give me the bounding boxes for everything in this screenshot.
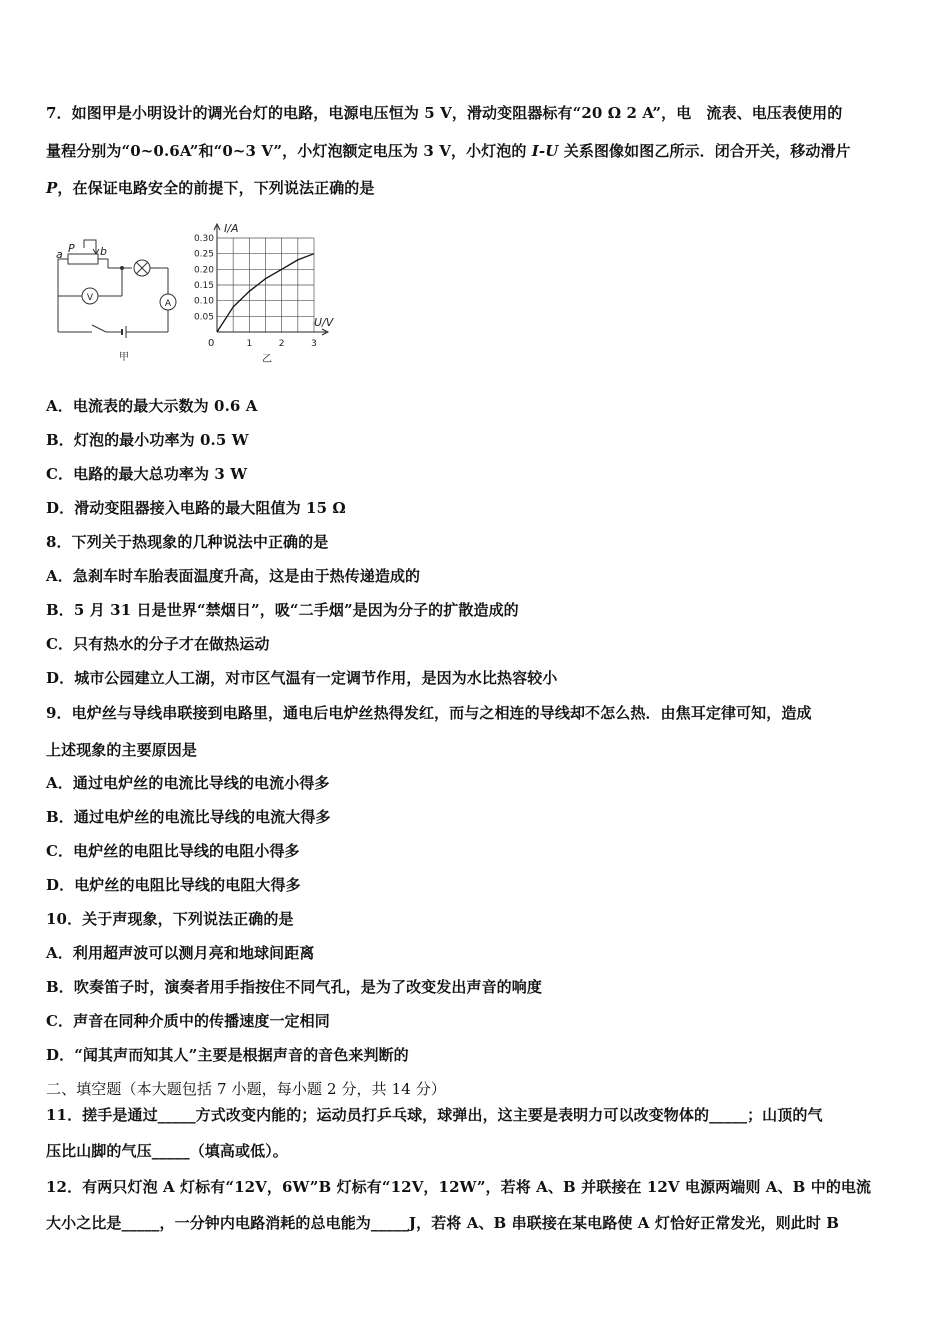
q7-stem-line-3 [46,177,375,198]
q9-option-b: B．通过电炉丝的电流比导线的电流大得多 [46,808,331,826]
voltmeter-label: V [86,293,94,303]
q11-line-2: 压比山脚的气压_____（填高或低）。 [46,1142,288,1160]
q7-figure [52,210,352,370]
y-tick-label: 0.10 [193,296,214,307]
graph-caption: 乙 [262,354,272,365]
circuit-caption: 甲 [119,352,129,363]
q7-option-c: C．电路的最大总功率为 3 W [46,465,248,483]
q9-option-c: C．电炉丝的电阻比导线的电阻小得多 [46,842,300,860]
y-tick-label: 0.20 [193,265,214,276]
q8-option-d: D．城市公园建立人工湖，对市区气温有一定调节作用，是因为水比热容较小 [46,669,558,687]
label-a: a [56,248,63,261]
rheostat [68,254,98,264]
q9-stem-line-1: 9．电炉丝与导线串联接到电路里，通电后电炉丝热得发红，而与之相连的导线却不怎么热．由焦耳定律可知，造成 [46,704,812,722]
q12-line-1: 12．有两只灯泡 A 灯标有“12V，6W”B 灯标有“12V，12W”，若将 A、B 并联接在 12V 电源两端则 A、B 中的电流 [46,1178,872,1196]
q7-p-symbol: P [46,179,58,197]
graph-x-axis-label: U/V [314,316,334,329]
q8-option-b: B．5 月 31 日是世界“禁烟日”，吸“二手烟”是因为分子的扩散造成的 [46,601,519,619]
q8-option-a: A．急刹车时车胎表面温度升高，这是由于热传递造成的 [46,567,421,585]
x-tick-label: 2 [278,339,285,349]
q10-option-a: A．利用超声波可以测月亮和地球间距离 [46,944,315,962]
q9-option-d: D．电炉丝的电阻比导线的电阻大得多 [46,876,301,894]
q7-stem-line-2a: 量程分别为“0~0.6A”和“0~3 V”，小灯泡额定电压为 3 V，小灯泡的 [46,142,532,160]
q7-option-d: D．滑动变阻器接入电路的最大阻值为 15 Ω [46,499,346,517]
q7-iu-symbol: I-U [531,142,559,160]
q7-stem-line-2b: 关系图像如图乙所示．闭合开关，移动滑片 [558,142,851,160]
graph-y-axis-label: I/A [224,222,239,235]
q9-stem-line-2: 上述现象的主要原因是 [46,741,198,759]
junction-dot [121,267,124,270]
q12-line-2: 大小之比是_____，一分钟内电路消耗的总电能为_____J，若将 A、B 串联接在某电路使 A 灯恰好正常发光，则此时 B [46,1214,840,1232]
q9-option-a: A．通过电炉丝的电流比导线的电流小得多 [46,774,330,792]
q7-stem-line-3b: ，在保证电路安全的前提下，下列说法正确的是 [57,179,375,197]
q10-option-c: C．声音在同种介质中的传播速度一定相同 [46,1012,330,1030]
label-p: P [68,242,75,255]
q7-stem-line-2 [46,140,851,161]
switch-blade [92,325,106,332]
section-heading: 二、填空题（本大题包括 7 小题，每小题 2 分，共 14 分） [46,1080,446,1098]
q7-stem-line-1: 7．如图甲是小明设计的调光台灯的电路，电源电压恒为 5 V，滑动变阻器标有“20 Ω 2 A”，电 流表、电压表使用的 [46,104,843,122]
circuit-diagram [58,240,176,338]
y-tick-label: 0.15 [193,281,214,291]
q7-option-a: A．电流表的最大示数为 0.6 A [46,397,258,415]
q8-stem: 8．下列关于热现象的几种说法中正确的是 [46,533,329,551]
iu-graph [194,224,328,349]
q8-option-c: C．只有热水的分子才在做热运动 [46,635,270,653]
q11-line-1: 11．搓手是通过_____方式改变内能的；运动员打乒乓球，球弹出，这主要是表明力可以改变物体的_____；山顶的气 [46,1106,823,1124]
x-tick-label: 3 [311,339,317,349]
q10-stem: 10．关于声现象，下列说法正确的是 [46,910,294,928]
q10-option-b: B．吹奏笛子时，演奏者用手指按住不同气孔，是为了改变发出声音的响度 [46,978,542,996]
y-tick-label: 0.30 [193,234,214,244]
q10-option-d: D．“闻其声而知其人”主要是根据声音的音色来判断的 [46,1046,409,1064]
y-tick-label: 0.25 [193,249,214,260]
graph-origin-label: 0 [208,338,215,349]
q7-option-b: B．灯泡的最小功率为 0.5 W [46,431,249,449]
y-tick-label: 0.05 [193,312,214,323]
ammeter-label: A [164,299,172,309]
label-b: b [100,245,107,258]
x-tick-label: 1 [246,339,253,349]
